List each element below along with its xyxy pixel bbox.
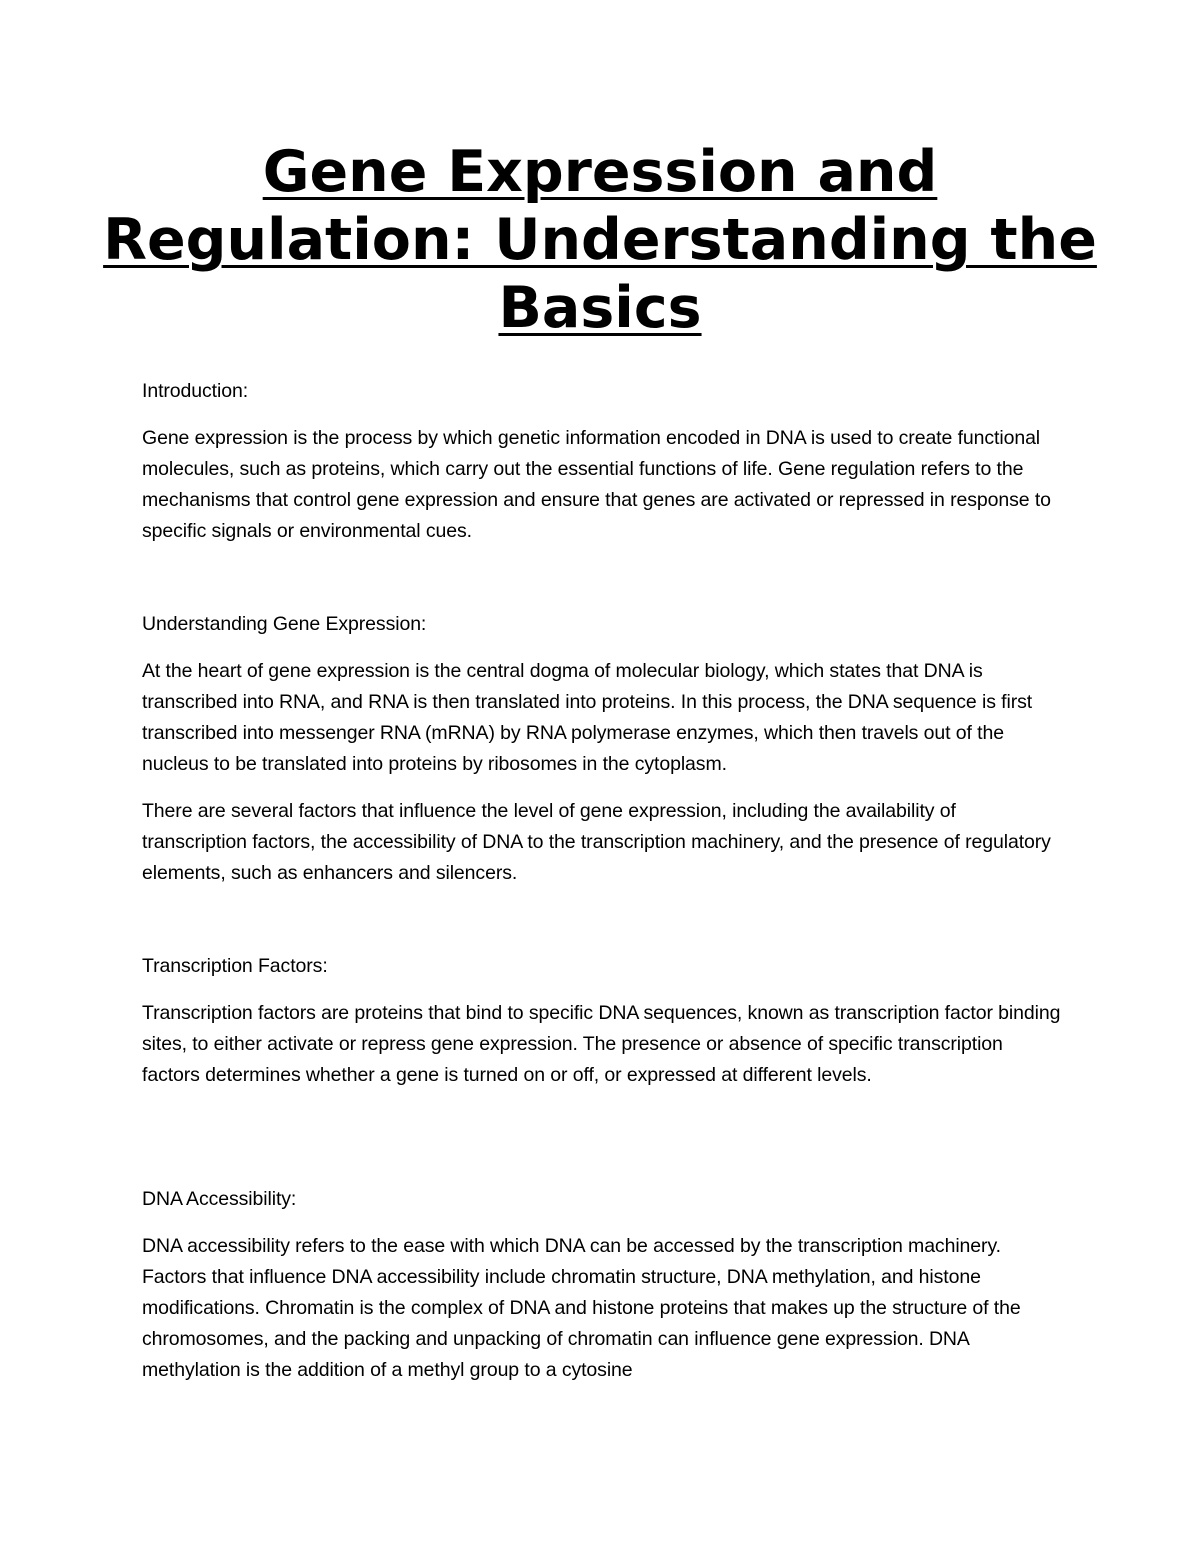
section-transcription-factors-body bbox=[142, 998, 1062, 1091]
section-dna-accessibility bbox=[142, 1184, 1062, 1215]
section-introduction bbox=[142, 376, 1062, 407]
paragraph: Transcription factors are proteins that bind to specific DNA sequences, known as transcription factor binding sites, to either activate or repress gene expression. The presence or absence of specific transcription factors determines whether a gene is turned on or off, or expressed at different levels. bbox=[142, 1002, 1061, 1086]
section-heading: Understanding Gene Expression: bbox=[142, 613, 427, 635]
section-dna-accessibility-body bbox=[142, 1231, 1062, 1386]
paragraph: Gene expression is the process by which genetic information encoded in DNA is used to create functional molecules, such as proteins, which carry out the essential functions of life. Gene regulation refers to the mechanisms that control gene expression and ensure that genes are activated or repressed in response to specific signals or environmental cues. bbox=[142, 427, 1051, 542]
section-understanding-gene-expression-body-1 bbox=[142, 656, 1062, 780]
section-transcription-factors bbox=[142, 951, 1062, 982]
paragraph: At the heart of gene expression is the central dogma of molecular biology, which states that DNA is transcribed into RNA, and RNA is then translated into proteins. In this process, the DNA sequence is first transcribed into messenger RNA (mRNA) by RNA polymerase enzymes, which then travels out of the nucleus to be translated into proteins by ribosomes in the cytoplasm. bbox=[142, 660, 1033, 775]
page-title: Gene Expression and Regulation: Understanding the Basics bbox=[103, 139, 1097, 341]
section-heading: Transcription Factors: bbox=[142, 955, 328, 977]
paragraph: DNA accessibility refers to the ease with which DNA can be accessed by the transcription machinery. Factors that influence DNA accessibility include chromatin structure, DNA methylation, and histone modifications. Chromatin is the complex of DNA and histone proteins that makes up the structure of the chromosomes, and the packing and unpacking of chromatin can influence gene expression. DNA methylation is the addition of a methyl group to a cytosine bbox=[142, 1235, 1021, 1381]
section-understanding-gene-expression bbox=[142, 609, 1062, 640]
section-heading: DNA Accessibility: bbox=[142, 1188, 297, 1210]
paragraph: There are several factors that influence the level of gene expression, including the availability of transcription factors, the accessibility of DNA to the transcription machinery, and the presence of regulatory elements, such as enhancers and silencers. bbox=[142, 800, 1051, 884]
section-introduction-body bbox=[142, 423, 1062, 547]
section-heading: Introduction: bbox=[142, 380, 249, 402]
section-understanding-gene-expression-body-2 bbox=[142, 796, 1062, 889]
